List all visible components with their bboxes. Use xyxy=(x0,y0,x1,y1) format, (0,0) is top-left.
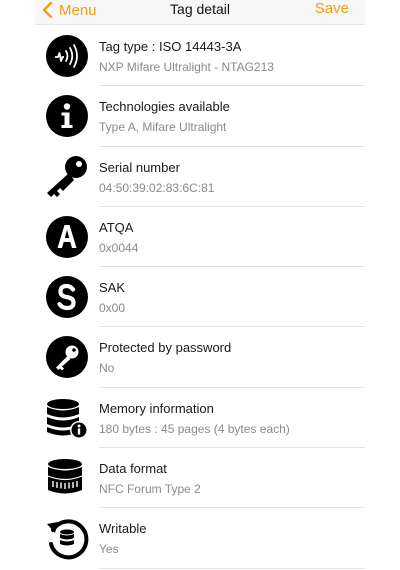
row-title: Technologies available xyxy=(99,99,230,115)
list-item-password-protection[interactable] xyxy=(35,327,365,387)
row-title: Writable xyxy=(99,521,147,537)
list-item-serial-number[interactable] xyxy=(35,147,365,207)
row-value: 180 bytes : 45 pages (4 bytes each) xyxy=(99,421,290,436)
list-item-atqa[interactable] xyxy=(35,207,365,267)
row-value: NFC Forum Type 2 xyxy=(99,482,201,497)
save-button[interactable]: Save xyxy=(314,0,349,17)
back-button[interactable] xyxy=(41,0,97,20)
chevron-left-icon xyxy=(41,2,53,18)
navigation-bar xyxy=(35,0,365,25)
list-item-memory-information[interactable] xyxy=(35,388,365,448)
back-button-label: Menu xyxy=(59,1,97,19)
data-format-icon xyxy=(45,456,89,500)
row-value: NXP Mifare Ultralight - NTAG213 xyxy=(99,60,274,74)
row-value: No xyxy=(99,361,115,376)
row-value: 04:50:39:02:83:6C:81 xyxy=(99,180,215,195)
row-value: 0x00 xyxy=(99,301,126,316)
row-title: Protected by password xyxy=(99,340,232,356)
password-key-icon xyxy=(45,335,89,379)
row-value: Yes xyxy=(99,542,119,557)
letter-s-icon xyxy=(45,275,89,319)
nfc-icon xyxy=(45,34,89,78)
letter-a-icon xyxy=(45,215,89,259)
divider xyxy=(99,568,365,569)
list-item-sak[interactable] xyxy=(35,267,365,327)
row-title: Tag type : ISO 14443-3A xyxy=(99,39,242,54)
row-title: ATQA xyxy=(99,219,134,235)
info-icon xyxy=(45,94,89,138)
memory-info-icon xyxy=(45,396,89,440)
list-item-writable[interactable] xyxy=(35,508,365,568)
row-title: Memory information xyxy=(99,400,214,416)
row-title: Serial number xyxy=(99,159,180,175)
row-value: 0x0044 xyxy=(99,240,139,255)
row-title: Data format xyxy=(99,461,167,477)
key-icon xyxy=(45,155,89,199)
list-item-tag-type[interactable] xyxy=(35,26,365,86)
list-item-data-format[interactable] xyxy=(35,448,365,508)
row-title: SAK xyxy=(99,280,126,296)
row-value: Type A, Mifare Ultralight xyxy=(99,120,227,135)
list-item-technologies[interactable] xyxy=(35,86,365,146)
page-title: Tag detail xyxy=(170,1,230,17)
writable-icon xyxy=(45,516,89,560)
tag-detail-list xyxy=(35,26,365,569)
